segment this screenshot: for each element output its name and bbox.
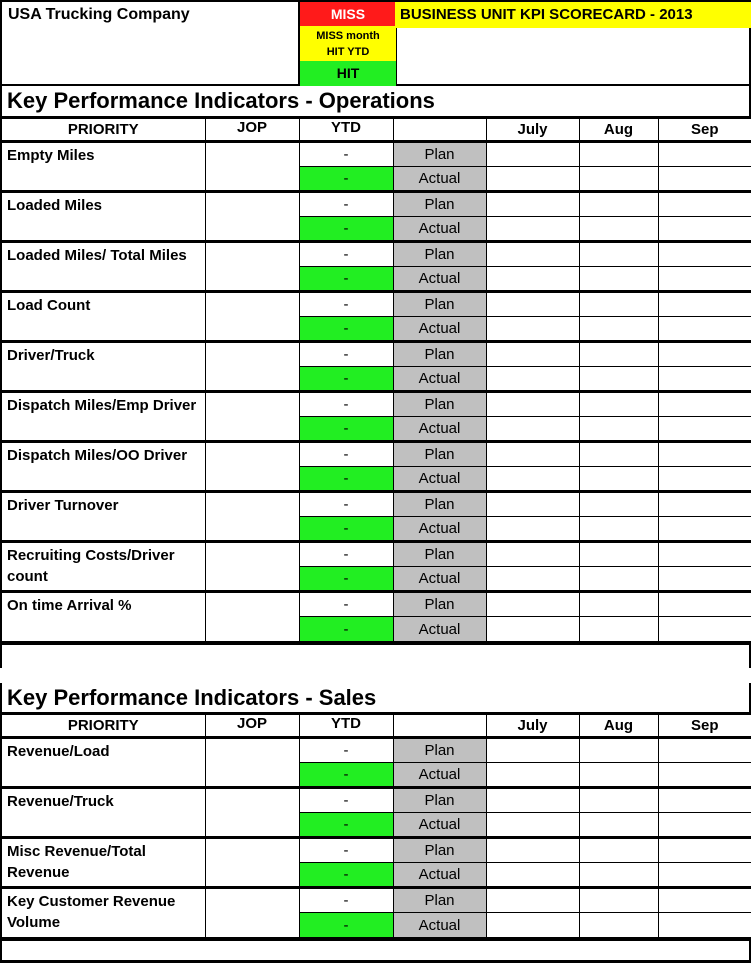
plan-july-cell[interactable] <box>486 542 579 567</box>
kpi-plan-row <box>1 242 751 267</box>
month-header-aug[interactable]: Aug <box>579 714 658 738</box>
plan-ytd-cell[interactable]: - <box>299 142 393 167</box>
month-header-sep[interactable]: Sep <box>658 118 751 142</box>
actual-sep-cell[interactable] <box>658 167 751 192</box>
actual-label[interactable]: Actual <box>393 567 486 592</box>
plan-sep-cell[interactable] <box>658 392 751 417</box>
actual-sep-cell[interactable] <box>658 317 751 342</box>
actual-sep-cell[interactable] <box>658 567 751 592</box>
plan-sep-cell[interactable] <box>658 492 751 517</box>
month-header-july[interactable]: July <box>486 118 579 142</box>
scorecard-title[interactable]: BUSINESS UNIT KPI SCORECARD - 2013 <box>395 2 751 28</box>
plan-aug-cell[interactable] <box>579 392 658 417</box>
actual-july-cell[interactable] <box>486 417 579 442</box>
plan-label[interactable]: Plan <box>393 492 486 517</box>
kpi-name[interactable]: Misc Revenue/Total Revenue <box>1 838 205 888</box>
plan-ytd-cell[interactable]: - <box>299 738 393 763</box>
actual-label[interactable]: Actual <box>393 813 486 838</box>
plan-ytd-cell[interactable]: - <box>299 788 393 813</box>
plan-label[interactable]: Plan <box>393 738 486 763</box>
plan-label[interactable]: Plan <box>393 442 486 467</box>
actual-ytd-cell[interactable]: - <box>299 367 393 392</box>
column-header-row <box>1 118 751 142</box>
plan-sep-cell[interactable] <box>658 738 751 763</box>
jop-cell[interactable] <box>205 342 299 392</box>
plan-sep-cell[interactable] <box>658 192 751 217</box>
actual-ytd-cell[interactable]: - <box>299 167 393 192</box>
plan-sep-cell[interactable] <box>658 442 751 467</box>
sales-section-title[interactable]: Key Performance Indicators - Sales <box>0 683 751 713</box>
plan-ytd-cell[interactable]: - <box>299 838 393 863</box>
plan-july-cell[interactable] <box>486 192 579 217</box>
jop-cell[interactable] <box>205 442 299 492</box>
actual-july-cell[interactable] <box>486 367 579 392</box>
actual-label[interactable]: Actual <box>393 617 486 642</box>
actual-july-cell[interactable] <box>486 617 579 642</box>
actual-sep-cell[interactable] <box>658 367 751 392</box>
plan-ytd-cell[interactable]: - <box>299 192 393 217</box>
plan-july-cell[interactable] <box>486 492 579 517</box>
plan-label[interactable]: Plan <box>393 142 486 167</box>
actual-label[interactable]: Actual <box>393 317 486 342</box>
actual-label[interactable]: Actual <box>393 217 486 242</box>
jop-cell[interactable] <box>205 838 299 888</box>
plan-july-cell[interactable] <box>486 342 579 367</box>
actual-label[interactable]: Actual <box>393 913 486 938</box>
plan-label[interactable]: Plan <box>393 542 486 567</box>
actual-sep-cell[interactable] <box>658 467 751 492</box>
plan-label[interactable]: Plan <box>393 592 486 617</box>
jop-cell[interactable] <box>205 592 299 642</box>
company-name[interactable]: USA Trucking Company <box>8 6 190 23</box>
actual-aug-cell[interactable] <box>579 267 658 292</box>
actual-july-cell[interactable] <box>486 863 579 888</box>
actual-label[interactable]: Actual <box>393 417 486 442</box>
actual-ytd-cell[interactable]: - <box>299 913 393 938</box>
plan-sep-cell[interactable] <box>658 788 751 813</box>
actual-july-cell[interactable] <box>486 267 579 292</box>
actual-sep-cell[interactable] <box>658 417 751 442</box>
jop-cell[interactable] <box>205 788 299 838</box>
plan-label[interactable]: Plan <box>393 788 486 813</box>
plan-aug-cell[interactable] <box>579 888 658 913</box>
plan-aug-cell[interactable] <box>579 738 658 763</box>
actual-aug-cell[interactable] <box>579 167 658 192</box>
month-header-sep[interactable]: Sep <box>658 714 751 738</box>
plan-sep-cell[interactable] <box>658 242 751 267</box>
legend-hit[interactable]: HIT <box>300 61 396 86</box>
plan-label[interactable]: Plan <box>393 292 486 317</box>
actual-aug-cell[interactable] <box>579 863 658 888</box>
kpi-plan-row <box>1 738 751 763</box>
plan-sep-cell[interactable] <box>658 342 751 367</box>
actual-sep-cell[interactable] <box>658 517 751 542</box>
plan-aug-cell[interactable] <box>579 342 658 367</box>
plan-sep-cell[interactable] <box>658 542 751 567</box>
plan-ytd-cell[interactable]: - <box>299 542 393 567</box>
plan-label[interactable]: Plan <box>393 888 486 913</box>
actual-ytd-cell[interactable]: - <box>299 763 393 788</box>
sales-kpi-table <box>0 712 751 938</box>
plan-july-cell[interactable] <box>486 888 579 913</box>
plan-aug-cell[interactable] <box>579 442 658 467</box>
plan-label[interactable]: Plan <box>393 342 486 367</box>
actual-sep-cell[interactable] <box>658 763 751 788</box>
plan-july-cell[interactable] <box>486 738 579 763</box>
priority-column-header[interactable]: PRIORITY <box>1 118 205 142</box>
legend-miss-month: MISS month <box>316 30 380 42</box>
kpi-plan-row <box>1 838 751 863</box>
actual-july-cell[interactable] <box>486 167 579 192</box>
kpi-name[interactable]: Driver Turnover <box>1 492 205 542</box>
plan-july-cell[interactable] <box>486 292 579 317</box>
plan-aug-cell[interactable] <box>579 292 658 317</box>
actual-ytd-cell[interactable]: - <box>299 317 393 342</box>
kpi-name[interactable]: Driver/Truck <box>1 342 205 392</box>
actual-label[interactable]: Actual <box>393 763 486 788</box>
kpi-name[interactable]: Dispatch Miles/OO Driver <box>1 442 205 492</box>
legend-miss-month-hit-ytd[interactable] <box>300 26 396 61</box>
status-legend <box>298 2 397 86</box>
month-header-july[interactable]: July <box>486 714 579 738</box>
jop-cell[interactable] <box>205 738 299 788</box>
kpi-plan-row <box>1 142 751 167</box>
actual-july-cell[interactable] <box>486 217 579 242</box>
kpi-name[interactable]: Recruiting Costs/Driver count <box>1 542 205 592</box>
actual-sep-cell[interactable] <box>658 863 751 888</box>
plan-sep-cell[interactable] <box>658 292 751 317</box>
kpi-plan-row <box>1 492 751 517</box>
operations-spacer-row <box>0 642 751 668</box>
label-column-header[interactable] <box>393 118 486 142</box>
kpi-plan-row <box>1 592 751 617</box>
plan-aug-cell[interactable] <box>579 838 658 863</box>
plan-july-cell[interactable] <box>486 788 579 813</box>
actual-ytd-cell[interactable]: - <box>299 517 393 542</box>
plan-sep-cell[interactable] <box>658 142 751 167</box>
plan-ytd-cell[interactable]: - <box>299 492 393 517</box>
actual-aug-cell[interactable] <box>579 567 658 592</box>
jop-column-header[interactable]: JOP <box>205 714 299 738</box>
actual-aug-cell[interactable] <box>579 467 658 492</box>
kpi-name[interactable]: Key Customer Revenue Volume <box>1 888 205 938</box>
kpi-name[interactable]: Empty Miles <box>1 142 205 192</box>
plan-label[interactable]: Plan <box>393 838 486 863</box>
actual-ytd-cell[interactable]: - <box>299 417 393 442</box>
kpi-name[interactable]: Load Count <box>1 292 205 342</box>
actual-label[interactable]: Actual <box>393 517 486 542</box>
actual-aug-cell[interactable] <box>579 517 658 542</box>
actual-july-cell[interactable] <box>486 567 579 592</box>
jop-cell[interactable] <box>205 392 299 442</box>
operations-section-title[interactable]: Key Performance Indicators - Operations <box>0 86 751 116</box>
actual-aug-cell[interactable] <box>579 913 658 938</box>
plan-aug-cell[interactable] <box>579 192 658 217</box>
actual-ytd-cell[interactable]: - <box>299 617 393 642</box>
actual-aug-cell[interactable] <box>579 317 658 342</box>
plan-sep-cell[interactable] <box>658 838 751 863</box>
jop-cell[interactable] <box>205 542 299 592</box>
kpi-plan-row <box>1 292 751 317</box>
plan-ytd-cell[interactable]: - <box>299 392 393 417</box>
plan-ytd-cell[interactable]: - <box>299 442 393 467</box>
plan-aug-cell[interactable] <box>579 242 658 267</box>
kpi-name[interactable]: Loaded Miles <box>1 192 205 242</box>
scorecard-header <box>0 0 751 86</box>
plan-ytd-cell[interactable]: - <box>299 242 393 267</box>
jop-cell[interactable] <box>205 242 299 292</box>
priority-column-header[interactable]: PRIORITY <box>1 714 205 738</box>
plan-ytd-cell[interactable]: - <box>299 888 393 913</box>
actual-label[interactable]: Actual <box>393 367 486 392</box>
actual-ytd-cell[interactable]: - <box>299 217 393 242</box>
plan-july-cell[interactable] <box>486 142 579 167</box>
actual-ytd-cell[interactable]: - <box>299 567 393 592</box>
legend-miss[interactable]: MISS <box>300 2 396 26</box>
actual-ytd-cell[interactable]: - <box>299 467 393 492</box>
actual-july-cell[interactable] <box>486 813 579 838</box>
plan-label[interactable]: Plan <box>393 242 486 267</box>
column-header-row <box>1 714 751 738</box>
actual-july-cell[interactable] <box>486 467 579 492</box>
jop-cell[interactable] <box>205 492 299 542</box>
kpi-name[interactable]: Dispatch Miles/Emp Driver <box>1 392 205 442</box>
plan-sep-cell[interactable] <box>658 888 751 913</box>
plan-aug-cell[interactable] <box>579 542 658 567</box>
plan-july-cell[interactable] <box>486 242 579 267</box>
sales-spacer-row <box>0 938 751 960</box>
plan-ytd-cell[interactable]: - <box>299 342 393 367</box>
actual-label[interactable]: Actual <box>393 863 486 888</box>
actual-sep-cell[interactable] <box>658 813 751 838</box>
plan-july-cell[interactable] <box>486 838 579 863</box>
plan-sep-cell[interactable] <box>658 592 751 617</box>
actual-sep-cell[interactable] <box>658 217 751 242</box>
jop-cell[interactable] <box>205 292 299 342</box>
kpi-plan-row <box>1 342 751 367</box>
kpi-name[interactable]: Revenue/Truck <box>1 788 205 838</box>
actual-july-cell[interactable] <box>486 517 579 542</box>
plan-july-cell[interactable] <box>486 592 579 617</box>
plan-july-cell[interactable] <box>486 442 579 467</box>
actual-july-cell[interactable] <box>486 317 579 342</box>
actual-ytd-cell[interactable]: - <box>299 813 393 838</box>
actual-aug-cell[interactable] <box>579 813 658 838</box>
kpi-plan-row <box>1 392 751 417</box>
actual-aug-cell[interactable] <box>579 367 658 392</box>
plan-ytd-cell[interactable]: - <box>299 292 393 317</box>
kpi-plan-row <box>1 192 751 217</box>
actual-ytd-cell[interactable]: - <box>299 863 393 888</box>
ytd-column-header[interactable]: YTD <box>299 118 393 142</box>
operations-kpi-table <box>0 116 751 642</box>
actual-aug-cell[interactable] <box>579 617 658 642</box>
actual-sep-cell[interactable] <box>658 913 751 938</box>
jop-cell[interactable] <box>205 142 299 192</box>
kpi-plan-row <box>1 542 751 567</box>
plan-aug-cell[interactable] <box>579 142 658 167</box>
bottom-border <box>0 960 751 963</box>
ytd-column-header[interactable]: YTD <box>299 714 393 738</box>
kpi-plan-row <box>1 788 751 813</box>
jop-cell[interactable] <box>205 888 299 938</box>
plan-label[interactable]: Plan <box>393 192 486 217</box>
kpi-name[interactable]: Loaded Miles/ Total Miles <box>1 242 205 292</box>
actual-aug-cell[interactable] <box>579 417 658 442</box>
kpi-plan-row <box>1 888 751 913</box>
legend-hit-ytd: HIT YTD <box>326 46 370 58</box>
plan-july-cell[interactable] <box>486 392 579 417</box>
month-header-aug[interactable]: Aug <box>579 118 658 142</box>
label-column-header[interactable] <box>393 714 486 738</box>
actual-sep-cell[interactable] <box>658 267 751 292</box>
actual-label[interactable]: Actual <box>393 167 486 192</box>
plan-aug-cell[interactable] <box>579 592 658 617</box>
jop-cell[interactable] <box>205 192 299 242</box>
jop-column-header[interactable]: JOP <box>205 118 299 142</box>
kpi-name[interactable]: On time Arrival % <box>1 592 205 642</box>
actual-aug-cell[interactable] <box>579 217 658 242</box>
actual-ytd-cell[interactable]: - <box>299 267 393 292</box>
plan-aug-cell[interactable] <box>579 492 658 517</box>
kpi-name[interactable]: Revenue/Load <box>1 738 205 788</box>
kpi-plan-row <box>1 442 751 467</box>
actual-label[interactable]: Actual <box>393 467 486 492</box>
actual-july-cell[interactable] <box>486 763 579 788</box>
actual-sep-cell[interactable] <box>658 617 751 642</box>
plan-ytd-cell[interactable]: - <box>299 592 393 617</box>
actual-july-cell[interactable] <box>486 913 579 938</box>
plan-label[interactable]: Plan <box>393 392 486 417</box>
actual-label[interactable]: Actual <box>393 267 486 292</box>
actual-aug-cell[interactable] <box>579 763 658 788</box>
plan-aug-cell[interactable] <box>579 788 658 813</box>
